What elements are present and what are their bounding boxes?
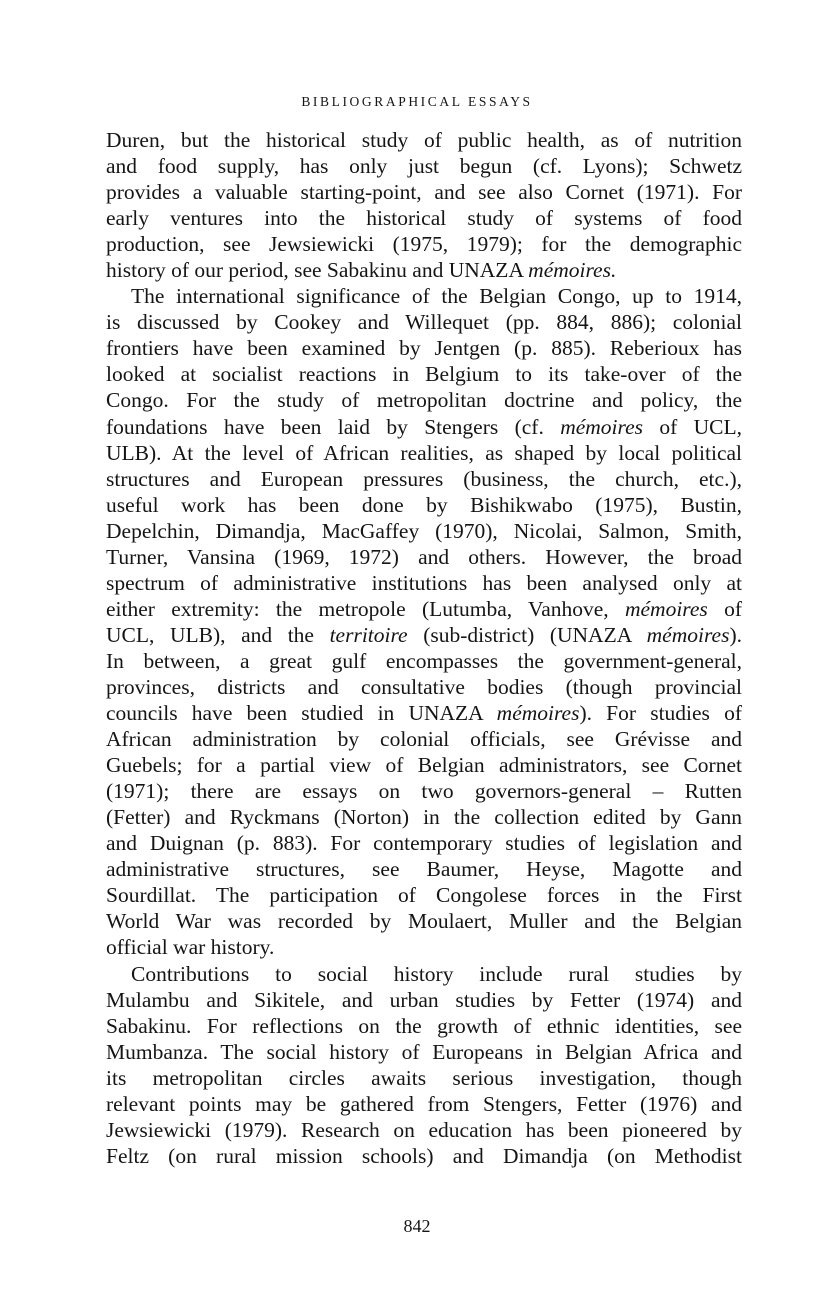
text-line: [106, 830, 742, 856]
text-span: production, see Jewsiewicki (1975, 1979); for the demographic: [106, 232, 742, 257]
text-span: frontiers have been examined by Jentgen (p. 885). Reberioux has: [106, 336, 742, 361]
text-line: [106, 961, 742, 987]
text-line: [106, 1091, 742, 1117]
text-span: Jewsiewicki (1979). Research on education has been pioneered by: [106, 1117, 742, 1142]
text-span: structures and European pressures (business, the church, etc.),: [106, 466, 742, 491]
text-line: [106, 804, 742, 830]
text-span: of: [707, 596, 742, 621]
text-span: is discussed by Cookey and Willequet (pp. 884, 886); colonial: [106, 310, 742, 335]
text-span: ).: [729, 622, 742, 647]
italic-text: mémoires: [624, 596, 708, 621]
text-line: [106, 596, 742, 622]
text-line: [106, 570, 742, 596]
text-line: [106, 1065, 742, 1091]
text-span: Feltz (on rural mission schools) and Dimandja (on Methodist: [106, 1143, 742, 1168]
text-line: [106, 127, 742, 153]
text-span: useful work has been done by Bishikwabo (1975), Bustin,: [106, 492, 742, 517]
text-line: [106, 1013, 742, 1039]
text-span: Mumbanza. The social history of Europeans in Belgian Africa and: [106, 1039, 742, 1064]
italic-text: mémoires.: [528, 258, 617, 283]
text-line: [106, 1143, 742, 1169]
text-span: ). For studies of: [579, 701, 742, 726]
text-line: [106, 492, 742, 518]
text-span: Duren, but the historical study of public health, as of nutrition: [106, 128, 742, 152]
text-span: World War was recorded by Moulaert, Muller and the Belgian: [106, 909, 742, 934]
text-span: foundations have been laid by Stengers (cf.: [106, 414, 561, 439]
text-span: (Fetter) and Ryckmans (Norton) in the collection edited by Gann: [106, 805, 742, 830]
text-span: Depelchin, Dimandja, MacGaffey (1970), Nicolai, Salmon, Smith,: [106, 518, 742, 543]
text-line: [106, 856, 742, 882]
text-span: its metropolitan circles awaits serious investigation, though: [106, 1065, 742, 1090]
text-line: [106, 414, 742, 440]
text-line: [106, 335, 742, 361]
text-span: In between, a great gulf encompasses the government-general,: [106, 648, 742, 673]
text-span: history of our period, see Sabakinu and UNAZA: [106, 258, 529, 283]
text-span: The international significance of the Belgian Congo, up to 1914,: [131, 284, 742, 309]
text-span: administrative structures, see Baumer, Heyse, Magotte and: [106, 857, 742, 882]
text-span: and Duignan (p. 883). For contemporary studies of legislation and: [106, 831, 742, 856]
text-line: [106, 934, 742, 960]
italic-text: mémoires: [560, 414, 643, 439]
text-line: [106, 726, 742, 752]
text-span: Sabakinu. For reflections on the growth of ethnic identities, see: [106, 1013, 742, 1038]
text-line: [106, 674, 742, 700]
text-line: [106, 908, 742, 934]
text-span: early ventures into the historical study of systems of food: [106, 206, 742, 231]
text-line: [106, 179, 742, 205]
body-text: [106, 127, 742, 1169]
running-head: BIBLIOGRAPHICAL ESSAYS: [301, 94, 533, 109]
text-line: [106, 700, 742, 726]
text-span: either extremity: the metropole (Lutumba, Vanhove,: [106, 596, 625, 621]
text-line: [106, 440, 742, 466]
text-span: provinces, districts and consultative bodies (though provincial: [106, 674, 742, 699]
text-span: official war history.: [106, 935, 275, 960]
italic-text: territoire: [329, 622, 408, 647]
text-line: [106, 882, 742, 908]
text-line: [106, 987, 742, 1013]
text-span: looked at socialist reactions in Belgium to its take-over of the: [106, 362, 742, 387]
text-span: provides a valuable starting-point, and see also Cornet (1971). For: [106, 180, 742, 205]
text-span: Congo. For the study of metropolitan doctrine and policy, the: [106, 388, 742, 413]
text-line: [106, 1039, 742, 1065]
text-line: [106, 257, 742, 283]
text-line: [106, 309, 742, 335]
text-line: [106, 387, 742, 413]
text-span: (1971); there are essays on two governors-general – Rutten: [106, 779, 742, 804]
text-line: [106, 466, 742, 492]
text-span: of UCL,: [643, 414, 742, 439]
page-number: 842: [403, 1216, 431, 1236]
text-span: and food supply, has only just begun (cf. Lyons); Schwetz: [106, 154, 742, 179]
text-line: [106, 283, 742, 309]
text-span: spectrum of administrative institutions has been analysed only at: [106, 570, 742, 595]
text-line: [106, 622, 742, 648]
text-line: [106, 153, 742, 179]
text-line: [106, 361, 742, 387]
text-line: [106, 778, 742, 804]
text-span: (sub-district) (UNAZA: [407, 622, 647, 647]
text-line: [106, 648, 742, 674]
text-line: [106, 1117, 742, 1143]
text-line: [106, 231, 742, 257]
text-span: relevant points may be gathered from Stengers, Fetter (1976) and: [106, 1091, 742, 1116]
italic-text: mémoires: [496, 701, 580, 726]
text-span: UCL, ULB), and the: [106, 622, 330, 647]
text-span: Mulambu and Sikitele, and urban studies by Fetter (1974) and: [106, 987, 742, 1012]
text-span: Contributions to social history include rural studies by: [131, 961, 742, 986]
text-span: Sourdillat. The participation of Congolese forces in the First: [106, 883, 742, 908]
text-line: [106, 544, 742, 570]
text-span: councils have been studied in UNAZA: [106, 701, 497, 726]
text-line: [106, 205, 742, 231]
text-span: African administration by colonial officials, see Grévisse and: [106, 727, 742, 752]
text-span: Turner, Vansina (1969, 1972) and others. However, the broad: [106, 544, 742, 569]
text-span: ULB). At the level of African realities, as shaped by local political: [106, 440, 742, 465]
text-span: Guebels; for a partial view of Belgian administrators, see Cornet: [106, 753, 742, 778]
text-line: [106, 752, 742, 778]
text-line: [106, 518, 742, 544]
italic-text: mémoires: [646, 622, 730, 647]
